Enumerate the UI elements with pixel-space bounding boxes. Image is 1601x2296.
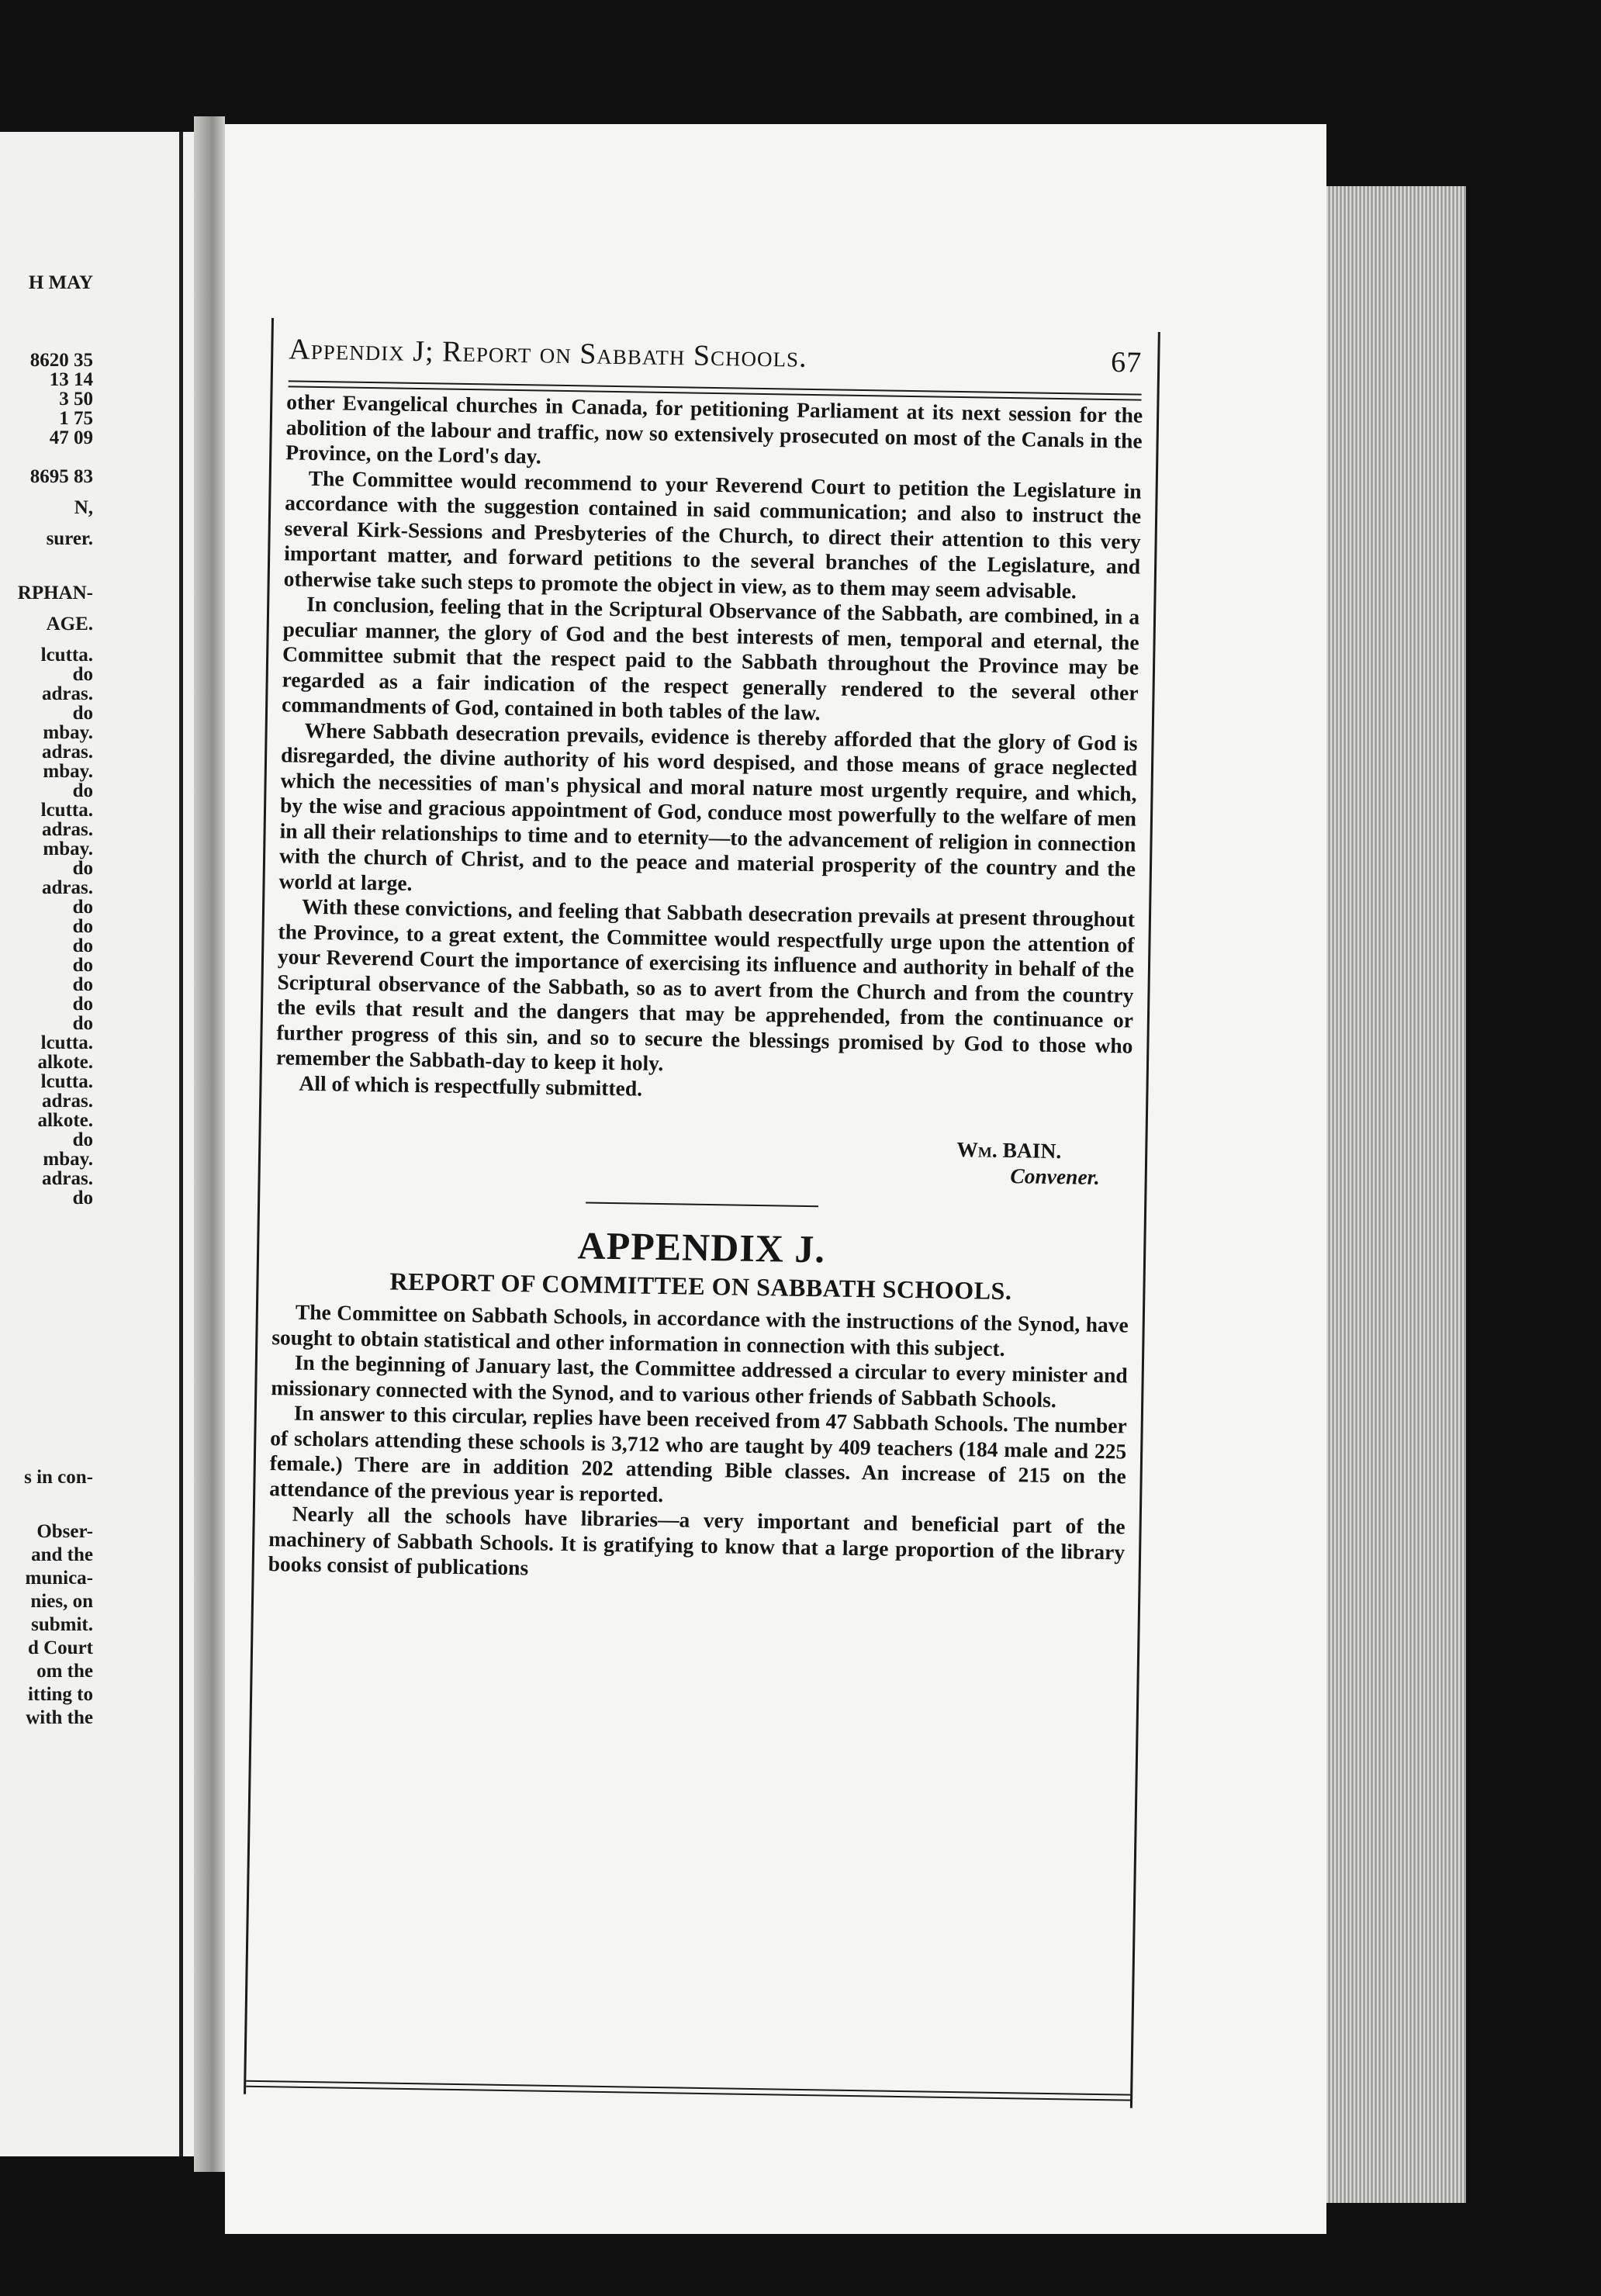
left-page-fragment: adras.: [42, 1168, 93, 1189]
left-page-fragment: adras.: [42, 1091, 93, 1112]
paragraph: In answer to this circular, replies have been received from 47 Sabbath Schools. The number of scholars attending these schools is 3,712 who are taught by 409 teachers (184 male and 225 female.) There are in addition 202 attending Bible classes. An increase of 215 on the attendance of the previous year is reported.: [269, 1400, 1127, 1506]
left-page-fragment: lcutta.: [40, 1071, 93, 1092]
left-page-fragment: 13 14: [49, 369, 93, 390]
left-page-fragment: N,: [74, 497, 93, 518]
left-page-fragment: mbay.: [43, 761, 93, 782]
left-page-fragment: do: [72, 780, 93, 801]
left-page-fragment: AGE.: [46, 614, 93, 635]
appendix-subtitle: REPORT OF COMMITTEE ON SABBATH SCHOOLS.: [389, 1267, 1012, 1305]
left-page-fragment: submit.: [31, 1614, 93, 1635]
page-edges: [1326, 186, 1466, 2203]
left-page: [0, 132, 194, 2156]
left-page-fragment: RPHAN-: [17, 583, 93, 603]
left-page-fragment: do: [72, 1129, 93, 1150]
paragraph: The Committee would recommend to your Reverend Court to petition the Legislature in accordance with the suggestion contained in said communication; and also to instruct the several Kirk-Sessions and Presbyteries of the Church, to direct their attention to this very important matter, and forward petitions to the several branches of the Legislature, and otherwise take such steps to promote the object in view, as to them may seem advisable.: [283, 465, 1142, 603]
book-gutter: [194, 116, 225, 2172]
left-page-fragment: adras.: [42, 819, 93, 840]
page-number: 67: [1110, 346, 1143, 379]
paragraph: In the beginning of January last, the Committee addressed a circular to every minister and missionary connected with the Synod, and to various other friends of Sabbath Schools.: [271, 1350, 1128, 1412]
left-page-fragment: do: [72, 1013, 93, 1034]
left-page-fragment: mbay.: [43, 1149, 93, 1170]
left-page-fragment: s in con-: [24, 1467, 93, 1488]
left-page-fragment: do: [72, 664, 93, 685]
left-page-fragment: 8620 35: [29, 350, 93, 371]
left-page-fragment: adras.: [42, 742, 93, 762]
left-page-fragment: alkote.: [37, 1052, 93, 1073]
left-page-fragment: do: [72, 897, 93, 918]
paragraph: With these convictions, and feeling that Sabbath desecration prevails at present throughout the Province, to a great extent, the Committee would respectfully urge upon the attention of your Reverend Court the importance of exercising its influence and authority in behalf of the Scriptural observance of the Sabbath, so as to avert from the Church and from the country the evils that result and the dangers that may be apprehended, from the continuance or further progress of this sin, and so to secure the blessings promised by God to those who remember the Sabbath-day to keep it holy.: [275, 894, 1136, 1076]
left-page-fragment: adras.: [42, 683, 93, 704]
left-page-fragment: do: [72, 916, 93, 937]
left-page-fragment: nies, on: [30, 1591, 93, 1612]
left-page-fragment: do: [72, 935, 93, 956]
running-header: [289, 332, 1143, 379]
left-page-fragment: d Court: [27, 1637, 93, 1658]
paragraph: In conclusion, feeling that in the Scriptural Observance of the Sabbath, are combined, in a peculiar manner, the glory of God and the best interests of men, temporal and eternal, the Committee submit that the respect paid to the Sabbath throughout the Province may be regarded as a fair indication of the respect generally rendered to the several other commandments of God, contained in both tables of the law.: [281, 591, 1140, 725]
left-page-fragment: 8695 83: [29, 466, 93, 487]
page-frame: [244, 318, 1160, 2108]
left-page-fragment: lcutta.: [40, 1032, 93, 1053]
paragraph: Nearly all the schools have libraries—a very important and beneficial part of the machinery of Sabbath Schools. It is gratifying to know that a large proportion of the library books consist of publications: [268, 1501, 1126, 1580]
body-text: [268, 389, 1143, 1590]
left-page-fragment: om the: [36, 1661, 93, 1682]
left-page-fragment: 3 50: [59, 389, 93, 410]
left-page-fragment: 47 09: [49, 427, 93, 448]
header-title: Appendix J; Report on Sabbath Schools.: [289, 333, 807, 374]
signature-name: Wm. BAIN.: [956, 1137, 1062, 1164]
left-page-fragment: mbay.: [43, 722, 93, 743]
left-page-fragment: Obser-: [36, 1521, 93, 1542]
left-page-fragment: lcutta.: [40, 800, 93, 821]
paragraph: All of which is respectfully submitted.: [299, 1070, 643, 1101]
left-page-fragment: alkote.: [37, 1110, 93, 1131]
signature-title: Convener.: [1010, 1163, 1100, 1189]
left-page-fragment: surer.: [46, 528, 93, 549]
appendix-title: APPENDIX J.: [577, 1223, 826, 1271]
left-page-fragment: do: [72, 955, 93, 976]
left-page-fragment: do: [72, 1188, 93, 1209]
left-page-fragment: itting to: [27, 1684, 93, 1705]
left-page-fragment: do: [72, 858, 93, 879]
paragraph: The Committee on Sabbath Schools, in accordance with the instructions of the Synod, have sought to obtain statistical and other information in connection with this subject.: [271, 1299, 1129, 1361]
section-divider: [586, 1202, 818, 1208]
left-page-fragment: munica-: [25, 1568, 93, 1589]
left-page-fragment: 1 75: [59, 408, 93, 429]
left-page-fragment: do: [72, 994, 93, 1015]
left-page-fragment: with the: [26, 1707, 93, 1728]
left-page-fragment: H MAY: [28, 272, 93, 293]
paragraph: other Evangelical churches in Canada, for petitioning Parliament at its next session for the abolition of the labour and traffic, now so extensively prosecuted on most of the Canals in the Province, on the Lord's day.: [285, 389, 1143, 469]
left-page-fragment: mbay.: [43, 839, 93, 859]
left-page-fragment: adras.: [42, 877, 93, 898]
left-page-fragment: and the: [31, 1544, 93, 1565]
left-page-rule: [179, 132, 183, 2156]
left-page-fragment: lcutta.: [40, 645, 93, 666]
left-page-fragment: do: [72, 974, 93, 995]
left-page-fragment: do: [72, 703, 93, 724]
paragraph: Where Sabbath desecration prevails, evidence is thereby afforded that the glory of God is disregarded, the divine authority of his word despised, and those means of grace neglected which the necessities of man's physical and moral nature most urgently require, and which, by the wise and gracious appointment of God, conduce most powerfully to the welfare of men in all their relationships to time and to eternity—to the advancement of religion in connection with the church of Christ, and to the peace and material prosperity of the country and the world at large.: [278, 718, 1138, 895]
